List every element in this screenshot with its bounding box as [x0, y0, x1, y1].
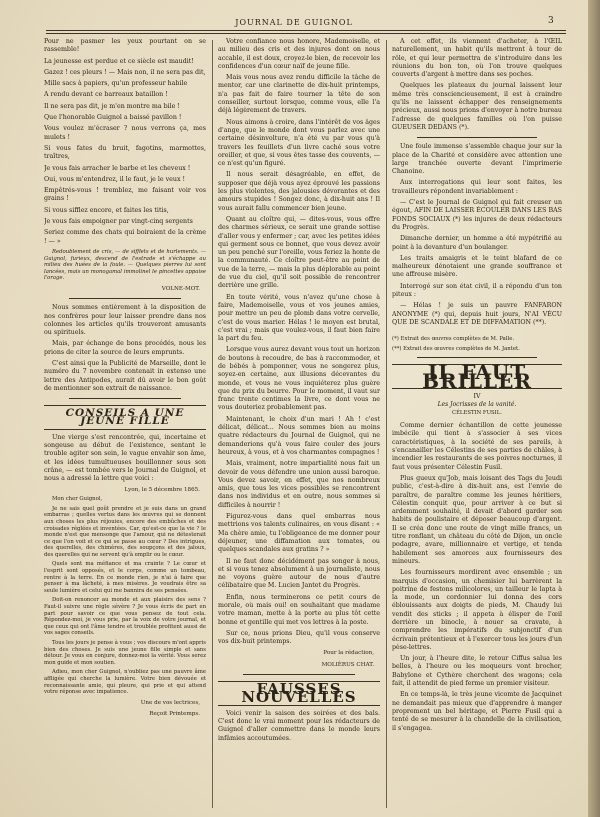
letter-signature-2: Reçoit Printemps.	[149, 711, 200, 718]
paragraph: Sur ce, nous prions Dieu, qu'il vous conserve vos dix-huit printemps.	[218, 629, 380, 646]
poem-line: La jeunesse est perdue et ce siècle est maudit!	[44, 57, 194, 65]
column-2	[218, 38, 380, 808]
poem-line: Je vous fais arracher le barbe et les cheveux !	[44, 164, 191, 172]
footnote-1: (*) Extrait des œuvres complètes de M. Palle.	[392, 336, 515, 343]
letter-salutation: Mon cher Guignol,	[52, 496, 103, 503]
paragraph: Il ne faut donc décidément pas songer à nous, et si vous tenez absolument à un journaliste, nous ne voyons guère autour de nous d'autre célibataire que M. Lucien Jantet du Progrès.	[218, 557, 380, 590]
paragraph: Quelques les plateaux du journal laissent leur même très consciencieusement, il est à craindre qu'ils ne laissent échapper des renseignements précieux, aussi nous prions d'envoyer à notre bureau l'adresse de quelques familles où l'on puisse GUEUSER DEDANS (*).	[392, 82, 562, 131]
briller-paragraphs	[392, 422, 562, 733]
separator	[417, 137, 537, 138]
poem-line: Si vous sifflez encore, et faites les titis,	[44, 206, 169, 214]
letter-paragraph: Je ne sais quel goût prendre et je suis dans un grand embarras ; quelles vertus dans les œuvres qui se donnent aux choses les plus réjouies, encore des embûches et des croisades réglées et inventées. Car, qu'est-ce que la vie ? le monde n'est que mensonge que l'amour, qui ne détesterait ce que l'on voit et ce qui se passe au cœur ? Des intrigues, des querelles, des chimères, des soupçons et des jaloux, des querelles qui ne servent qu'à emplir ou le cœur.	[44, 505, 206, 558]
poem-signature: VOLNE-MOT.	[161, 285, 200, 292]
page-header-title: JOURNAL DE GUIGNOL	[235, 18, 353, 27]
reply-sign-1: Pour la rédaction,	[323, 650, 374, 657]
poem-line: Que l'honorable Guignol a baissé pavillon !	[44, 114, 182, 122]
poem-line: Empêtrés-vous ! tremblez, me faisant voir vos grains !	[44, 187, 206, 203]
poem	[44, 38, 206, 246]
column-divider-1	[212, 40, 213, 808]
poem-line: Mille sacs à papiers, qu'un professeur habile	[44, 80, 188, 88]
footnote-2: (**) Extrait des œuvres complètes de M. Jantet.	[392, 345, 520, 352]
col3-mid-paragraphs	[392, 143, 562, 327]
poem-line: Il ne sera pas dit, je m'en montre ma bile !	[44, 102, 180, 110]
letter-paragraph: Adieu, mon cher Guignol, n'oubliez pas une pauvre âme affligée qui cherche la lumière. Votre bien dévouée et reconnaissante amie, qui pleure, qui prie et qui attend votre réponse avec impatience.	[44, 669, 206, 696]
paragraph: Les fournisseurs mordirent avec ensemble ; un marquis d'occasion, un chemisier lui barrèrent la poitrine de festons milicolores, un tailleur le lapta à la mode, un cordonnier lui donna des cors éblouissants aux doigts de pieds, M. Chaudy lui vendit des sticks ; il appeta à élisper de l'œil derrière un binocle, à nouer sa cravate, à comprendre les impératifs du subjonctif d'un écrivain prétentieux et à l'exercer tous les jours d'un pèse-lettres.	[392, 569, 562, 651]
briller-roman-numeral: IV	[473, 392, 481, 400]
paragraph: Votre confiance nous honore, Mademoiselle, et au milieu des cris et des injures dont on nous accable, il est doux, croyez-le bien, de recevoir les confidences d'un cœur naïf de jeune fille.	[218, 38, 380, 70]
paragraph: Maintenant, le choix d'un mari ! Ah ! c'est délicat, délicat... Nous sommes bien au moins quatre rédacteurs du Journal de Guignol, qui ne demanderions qu'à vous faire couler des jours heureux, à vous, et à vos charmantes compagnes !	[218, 415, 380, 456]
poem-line: Pour ne pasmer les yeux pourtant on se rassemble!	[44, 38, 206, 54]
paragraph: Dimanche dernier, un homme a été mypétrifié au point à la devanture d'un boulanger.	[392, 235, 562, 251]
fausses-nouvelles-title: FAUSSES NOUVELLES	[218, 681, 380, 706]
paragraph: Une vierge s'est rencontrée, qui, incertaine et songeuse au début de l'existence, sentant le trouble agiter son sein, le vague envahir son âme, et les idées tumultueuses bouillonner sous son crâne, — est tombée vers le Journal de Guignol, et nous a adressé la lettre que voici :	[44, 433, 206, 483]
header-rule-bottom	[46, 33, 566, 34]
separator	[69, 398, 181, 399]
column-1	[44, 38, 206, 808]
letter-paragraphs	[44, 506, 206, 696]
paragraph: Nous sommes entièrement à la disposition de nos confrères pour leur laisser prendre dans nos colonnes les articles qu'ils trouveront amusants ou spirituels.	[44, 304, 206, 337]
poem-line: Gazez ! ces pleurs ! — Mais non, il ne sera pas dit,	[44, 68, 206, 76]
col3-top-paragraphs	[392, 38, 562, 132]
paragraph: Comme dernier échantillon de cette jeunesse imbécile qui tient à s'associer à ses vices caractéristiques, à la société de ses pareils, à s'encanailler les Célestins de ses parties de châles, à incendier les restaurants de ses poivres nocturnes, il faut vous présenter Célestin Fusil.	[392, 422, 562, 471]
paragraph: Une foule immense s'assemble chaque jour sur la place de la Charité et considère avec attention une large tranchée ouverte devant l'imprimerie Chanoine.	[392, 143, 562, 176]
paragraph: Figurez-vous dans quel embarras nous mettrions vos talents culinaires, en vous disant : « Ma chère amie, tu l'obligeance de me donner pour déjeuner, une diffamation aux tomates, ou quelques scandales aux gratins ? »	[218, 513, 380, 554]
paragraph: Mais vous nous avez rendu difficile la tâche de mentor, car une clarinette de dix-huit printemps, n'a pas fait de faire tourner la tête de son conseiller, surtout lorsque, comme vous, elle l'a déjà légèrement de travers.	[218, 74, 380, 115]
poem-line: Seriez comme des chats qui boiraient de la crème ! — »	[44, 229, 206, 245]
letter-paragraph: Quels sont ma méfiance et ma crainte ? Le cœur et l'esprit sont opposés, et le corps, comme un tombeau, rentre à la terre. En ce monde rien, je n'ai à faire que penser à ma lâcheté, à mes misères. Je voudrais être sa seule lumière et celui qui me bannira de ses pensées.	[44, 561, 206, 594]
reply-sign-2: MOLIÈRUS CHAT.	[321, 661, 374, 668]
paragraph: Lorsque vous aurez devant vous tout un horizon de boutons à recoudre, de bas à raccommoder, et de bébés à pomponner, vous ne songerez plus, soyez-en certaine, aux illusions décevantes du monde, et vous ne vous inquiéterez plus guère que du prix du beurre. Pour le moment, il vaut sur franc trente centimes la livre, ce dont vous ne vous douteriez probablement pas.	[218, 346, 380, 412]
reply-paragraphs	[218, 38, 380, 646]
paragraph: Nous aimons à croire, dans l'intérêt de vos âges d'ange, que le monde dont vous parlez avec une certaine désinvolture, n'a été vu par vous qu'à travers les feuillets d'un livre caché sous votre oreiller, et que, si vous êtes tasse des couvents, — ce n'est qu'un figuré.	[218, 118, 380, 168]
paragraph: Mais, vraiment, notre impartialité nous fait un devoir de vous défendre une union aussi baroque. Vous devez savoir, en effet, que nos nombreux amis, que tous les vices possibles se rencontrent dans nos individus et en outre, nous sommes si difficiles à nourrir !	[218, 460, 380, 509]
paragraph: Enfin, nous terminerons ce petit cours de morale, où mais oui! en souhaitant que madame votre maman, mette à la porte au plus tôt cette bonne et gentille qui met vos lettres à la poste.	[218, 593, 380, 626]
paragraph: Plus gueux qu'Job, mais loisant des Tags du Jeudi public, c'est-à-dire à dix-huit ans, est l'envie de paraître, de paraître comme les jeunes héritiers, Célestin conquit que, pour arriver à ce but si ardemment souhaité, il devait d'abord garder son habits de poulistaire et déposer beaucoup d'argent. Il se créa donc une route de vingt mille francs, un titre ronflant, un château du côté de Dijon, un oncle podagre, avare, millionnaire et vertige, et tenda habilement ses amorces aux fournisseurs des mineurs.	[392, 474, 562, 565]
paragraph: En ce temps-là, le très jeune vicomte de Jacquinet ne demandait pas mieux que d'apprendre à manger proprement un bel héritage, et Pierre Fusil qui a tenté de se mesurer à la chandelle de la civilisation, il s'engagea.	[392, 691, 562, 732]
letter-paragraph: Doit-on renoncer au monde et aux plaisirs des sens ? Faut-il suivre une règle sévère ? Je vous écris de part en part pour savoir ce que vous pensez de tout cela. Répondez-moi, je vous prie, par la voix de votre journal, et que ceux qui ont l'âme tendre et troublée profitent aussi de vos sages conseils.	[44, 597, 206, 637]
paragraph: En toute vérité, vous n'avez qu'une chose à faire, Mademoiselle, vous et vos jeunes amies, pour mettre un peu de plomb dans votre cervelle, c'est de vous marier. Hélas ! le moyen est brutal, c'est vrai ; mais que voulez-vous, il faut bien faire la part du feu.	[218, 293, 380, 343]
paragraph: Mais, par échange de bons procédés, nous les prions de citer la source de leurs emprunts.	[44, 340, 206, 356]
page-number: 3	[548, 16, 554, 26]
binding-edge	[588, 0, 600, 817]
paragraph: — C'est le Journal de Guignol qui fait creuser un égout, AFIN DE LAISSER ÉCOULER DANS LES BAS FONDS SOCIAUX (*) les injures de deux rédacteurs du Progrès.	[392, 199, 562, 231]
poem-line: Oui, vous m'entendrez, il le faut, je le veux !	[44, 175, 186, 183]
briller-subtitle: Les Jocrisses de la vanité.	[437, 401, 517, 409]
separator	[69, 298, 181, 299]
intro-paragraphs	[44, 304, 206, 393]
paragraph: Interrogé sur son état civil, il a répondu d'un ton piteux :	[392, 282, 562, 299]
column-3	[392, 38, 562, 808]
paragraph: Il nous serait désagréable, en effet, de supposer que déjà vous ayez éprouvé les passions les plus violentes, des jalousies dévorantes et des amours stupides ! Songez donc, à dix-huit ans ! Il vous aurait fallu commencer bien jeune.	[218, 171, 380, 212]
letter-dateline: Lyon, le 5 décembre 1865.	[124, 486, 200, 493]
paragraph: — Hélas ! je suis un pauvre FANFARON ANONYME (*) qui, depuis huit jours, N'AI VÉCU QUE DE SCANDALE ET DE DIFFAMATION (**).	[392, 302, 562, 326]
conseils-paragraphs	[44, 434, 206, 484]
paragraph: A cet effet, ils viennent d'acheter, à l'ŒIL naturellement, un habit qu'ils mettront à tour de rôle, et qui leur permettra de s'introduire dans les réunions du bon ton, où l'on trouve quelques couverts d'argent à mettre dans ses poches.	[392, 38, 562, 79]
letter-paragraph: Tous les jours je pense à vous ; vos discours m'ont appris bien des choses. Je suis une jeune fille simple et sans détour. Je vous en conjure, donnez-moi la vérité. Vous serez mon guide et mon soutien.	[44, 640, 206, 666]
conseils-title: CONSEILS A UNE JEUNE FILLE	[44, 405, 206, 430]
paragraph: C'est ainsi que la Publicité de Marseille, dont le numéro du 7 novembre contenait in extenso une lettre des Antipodes, aurait dû avoir le bon goût de mentionner son extrait de naissance.	[44, 359, 206, 392]
fausses-paragraphs	[218, 710, 380, 743]
paragraph: Quant au cloître qui, — dites-vous, vous offre des charmes sérieux, ce serait une grande sottise d'aller vous y enfermer ; car, avec les petites idées qui germent sous ce bonnet, que vous devez avoir un peu penché sur l'oreille, vous feriez la honte de la communauté. Ce cloître peut-être au point de vue de la terre, — mais la plus déplorable au point de vue du ciel, qu'il soit possible de rencontrer derrière une grille.	[218, 215, 380, 290]
separator	[417, 357, 537, 358]
poem-line: A rendu devant ce barreaux bataillon !	[44, 91, 168, 99]
separator	[243, 674, 355, 675]
poem-line: Si vous fates du bruit, fagotins, marmottes, traîtres,	[44, 144, 206, 161]
briller-author: CÉLESTIN FUSIL.	[452, 409, 502, 416]
paragraph: Aux interrogations qui leur sont faites, les travailleurs répondent invariablement :	[392, 179, 562, 195]
paragraph: Les traits amaigris et le teint blafard de ce malheureux dénotaient une grande souffrance et une affreuse misère.	[392, 254, 562, 279]
letter-signature-1: Une de vos lectrices,	[140, 699, 200, 706]
paragraph: Voici venir la saison des soirées et des bals. C'est donc le vrai moment pour les rédacteurs de Guignol d'aller commettre dans le monde leurs infâmies accoutumées.	[218, 709, 380, 742]
column-divider-2	[386, 40, 387, 808]
il-faut-briller-title: IL FAUT BRILLER	[392, 364, 562, 389]
poem-line: Vous voulez m'écraser ? nous verrons ça, mes mulets !	[44, 125, 206, 141]
poem-line: Je vous fais empoigner par vingt-cinq sergents	[44, 218, 193, 226]
poem-note: Redoublement de cris, — de sifflets et de hurlements. — Guignol, furieux, descend de l'estrade et s'échappe au milieu des huées de la foule. — Quelques pierres lui sont lancées, mais un monogamal immolinel le pincettes appaise l'orage.	[44, 248, 206, 282]
header-rule-top	[46, 30, 566, 31]
paragraph: Un jour, à l'heure dite, le retour Ciffus salua les belles, à l'heure ou les moqueurs vont brocher, Babylone et Cythère cherchent des wagons; cela fait, il attendit de pied ferme un premier visiteur.	[392, 655, 562, 688]
